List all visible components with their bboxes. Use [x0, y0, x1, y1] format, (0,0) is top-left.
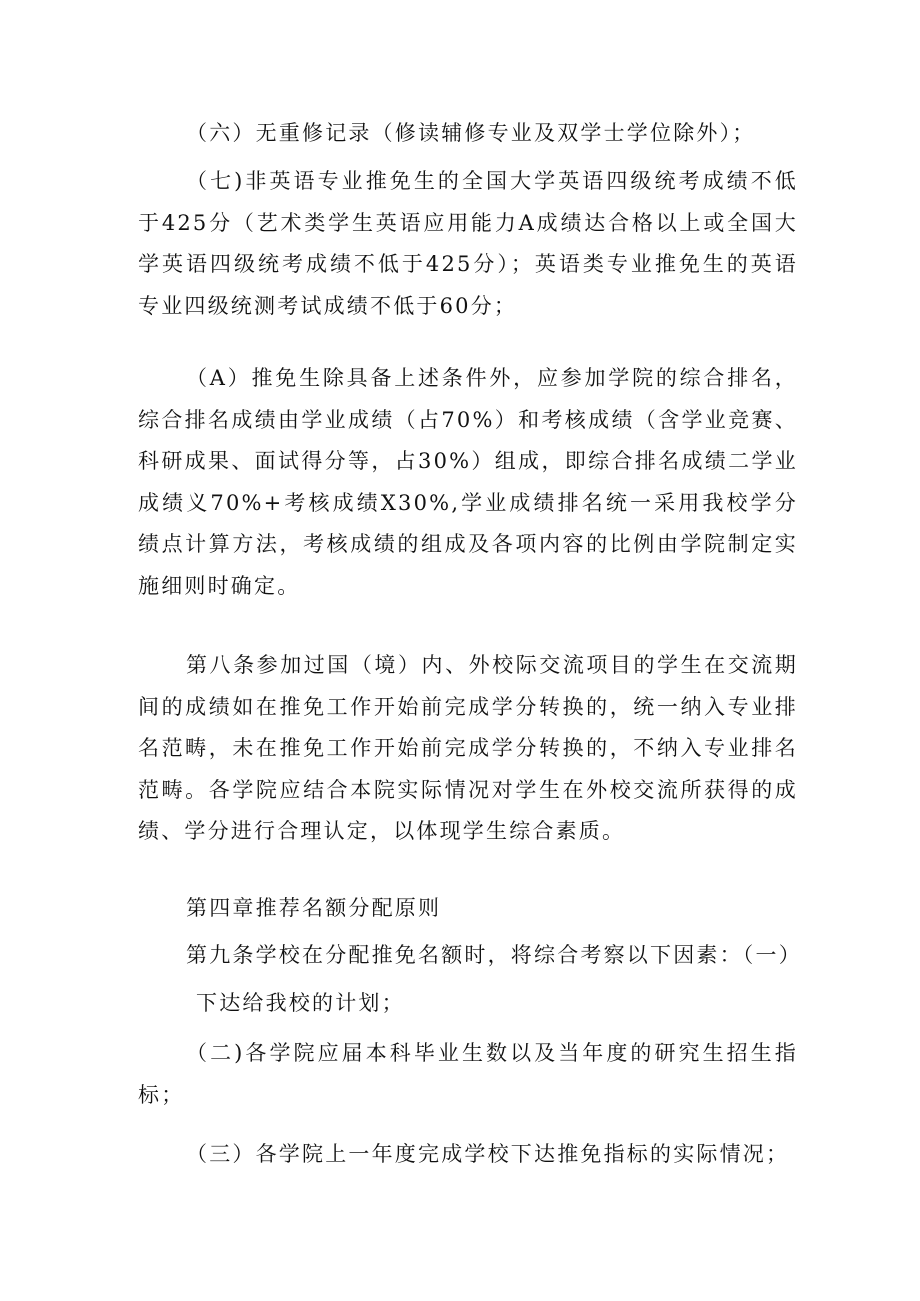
- paragraph-article-9: 第九条学校在分配推免名额时，将综合考察以下因素：（一）: [186, 943, 802, 967]
- paragraph-article-9-continued: 下达给我校的计划；: [196, 991, 405, 1015]
- paragraph-item-6: （六）无重修记录（修读辅修专业及双学士学位除外）；: [186, 121, 756, 145]
- paragraph-item-3: （三）各学院上一年度完成学校下达推免指标的实际情况；: [186, 1142, 790, 1166]
- chapter-4-heading: 第四章推荐名额分配原则: [186, 896, 442, 920]
- paragraph-item-7: （七)非英语专业推免生的全国大学英语四级统考成绩不低于425分（艺术类学生英语应用能力A成绩达合格以上或全国大学英语四级统考成绩不低于425分）；英语类专业推免生的英语专业四级统测考试成绩不低于60分；: [138, 169, 798, 318]
- paragraph-article-8: 第八条参加过国（境）内、外校际交流项目的学生在交流期间的成绩如在推免工作开始前完成学分转换的，统一纳入专业排名范畴，未在推免工作开始前完成学分转换的，不纳入专业排名范畴。各学院应结合本院实际情况对学生在外校交流所获得的成绩、学分进行合理认定，以体现学生综合素质。: [138, 653, 798, 843]
- paragraph-item-a: （A）推免生除具备上述条件外，应参加学院的综合排名，综合排名成绩由学业成绩（占70%）和考核成绩（含学业竞赛、科研成果、面试得分等，占30%）组成，即综合排名成绩二学业成绩义70%+考核成绩X30%,学业成绩排名统一采用我校学分绩点计算方法，考核成绩的组成及各项内容的比例由学院制定实施细则时确定。: [138, 366, 798, 598]
- paragraph-item-2: （二)各学院应届本科毕业生数以及当年度的研究生招生指标；: [138, 1041, 798, 1107]
